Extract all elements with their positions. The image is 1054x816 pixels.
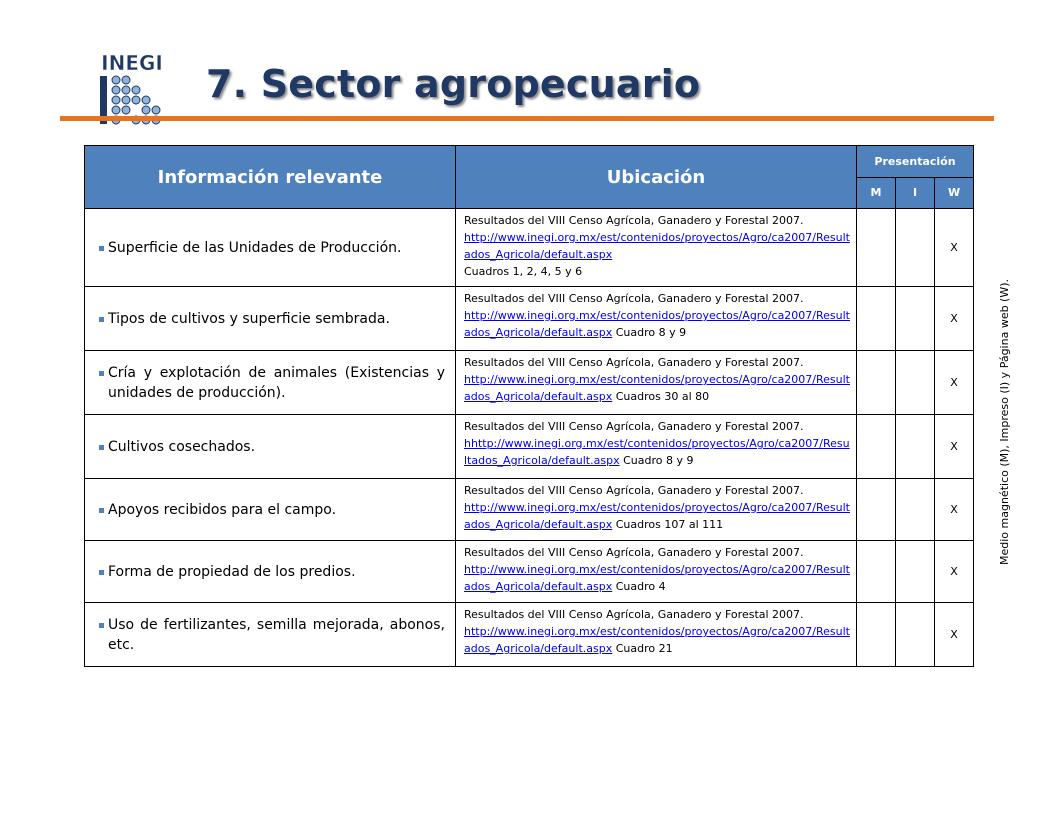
mark-i: [896, 351, 935, 415]
source-link[interactable]: http://www.inegi.org.mx/est/contenidos/proyectos/Agro/ca2007/Resultados_Agricola/default.aspx: [464, 373, 850, 403]
col-header-m: M: [857, 177, 896, 209]
location-cell: [456, 415, 857, 479]
info-text: Superficie de las Unidades de Producción.: [108, 239, 402, 256]
mark-i: [896, 541, 935, 603]
info-text: Forma de propiedad de los predios.: [108, 563, 356, 580]
source-text: Resultados del VIII Censo Agrícola, Ganadero y Forestal 2007.: [464, 214, 804, 227]
mark-w: X: [935, 351, 974, 415]
bullet-icon: [99, 445, 104, 450]
mark-m: [857, 351, 896, 415]
inegi-logo: [96, 50, 168, 126]
table-row: [85, 209, 974, 287]
mark-m: [857, 415, 896, 479]
source-link[interactable]: http://www.inegi.org.mx/est/contenidos/proyectos/Agro/ca2007/Resultados_Agricola/default.aspx: [464, 563, 850, 593]
col-header-i: I: [896, 177, 935, 209]
bullet-icon: [99, 317, 104, 322]
source-text: Resultados del VIII Censo Agrícola, Ganadero y Forestal 2007.: [464, 484, 804, 497]
mark-m: [857, 603, 896, 667]
col-header-location: Ubicación: [456, 146, 857, 209]
location-cell: [456, 603, 857, 667]
table-row: [85, 603, 974, 667]
mark-w: X: [935, 541, 974, 603]
bullet-icon: [99, 623, 104, 628]
location-cell: [456, 351, 857, 415]
mark-m: [857, 479, 896, 541]
info-cell: [85, 351, 456, 415]
mark-i: [896, 415, 935, 479]
mark-m: [857, 209, 896, 287]
location-cell: [456, 287, 857, 351]
page-title: 7. Sector agropecuario: [206, 62, 701, 106]
mark-i: [896, 287, 935, 351]
source-link[interactable]: http://www.inegi.org.mx/est/contenidos/proyectos/Agro/ca2007/Resultados_Agricola/default.aspx: [464, 501, 850, 531]
info-cell: [85, 209, 456, 287]
bullet-icon: [99, 371, 104, 376]
table-row: [85, 541, 974, 603]
mark-w: X: [935, 287, 974, 351]
table-row: [85, 287, 974, 351]
info-text: Cría y explotación de animales (Existencias y unidades de producción).: [108, 364, 445, 401]
cuadros-text: Cuadros 1, 2, 4, 5 y 6: [464, 265, 583, 278]
source-link[interactable]: http://www.inegi.org.mx/est/contenidos/proyectos/Agro/ca2007/Resultados_Agricola/default.aspx: [464, 231, 850, 261]
source-text: Resultados del VIII Censo Agrícola, Ganadero y Forestal 2007.: [464, 608, 804, 621]
cuadros-text: Cuadros 107 al 111: [615, 518, 724, 531]
location-cell: [456, 209, 857, 287]
info-table: [84, 145, 974, 667]
cuadros-text: Cuadro 21: [615, 642, 673, 655]
bullet-icon: [99, 570, 104, 575]
presentation-legend: Medio magnético (M), Impreso (I) y Página web (W).: [998, 278, 1011, 565]
source-link[interactable]: http://www.inegi.org.mx/est/contenidos/proyectos/Agro/ca2007/Resultados_Agricola/default.aspx: [464, 309, 850, 339]
info-text: Cultivos cosechados.: [108, 438, 256, 455]
info-text: Apoyos recibidos para el campo.: [108, 501, 337, 518]
cuadros-text: Cuadro 4: [615, 580, 666, 593]
location-cell: [456, 541, 857, 603]
svg-text:INEGI: INEGI: [101, 51, 163, 75]
col-header-info: Información relevante: [85, 146, 456, 209]
cuadros-text: Cuadro 8 y 9: [615, 326, 687, 339]
col-header-presentation: Presentación: [857, 146, 974, 178]
table-row: [85, 351, 974, 415]
table-row: [85, 479, 974, 541]
mark-i: [896, 209, 935, 287]
mark-w: X: [935, 415, 974, 479]
mark-w: X: [935, 209, 974, 287]
mark-m: [857, 287, 896, 351]
table-row: [85, 415, 974, 479]
cuadros-text: Cuadros 30 al 80: [615, 390, 710, 403]
source-text: Resultados del VIII Censo Agrícola, Ganadero y Forestal 2007.: [464, 420, 804, 433]
mark-i: [896, 603, 935, 667]
location-cell: [456, 479, 857, 541]
info-cell: [85, 603, 456, 667]
mark-w: X: [935, 479, 974, 541]
info-cell: [85, 541, 456, 603]
title-underline: [60, 116, 994, 121]
mark-m: [857, 541, 896, 603]
source-text: Resultados del VIII Censo Agrícola, Ganadero y Forestal 2007.: [464, 292, 804, 305]
source-text: Resultados del VIII Censo Agrícola, Ganadero y Forestal 2007.: [464, 546, 804, 559]
mark-i: [896, 479, 935, 541]
source-text: Resultados del VIII Censo Agrícola, Ganadero y Forestal 2007.: [464, 356, 804, 369]
info-text: Tipos de cultivos y superficie sembrada.: [108, 310, 390, 327]
info-cell: [85, 415, 456, 479]
bullet-icon: [99, 508, 104, 513]
bullet-icon: [99, 246, 104, 251]
info-cell: [85, 479, 456, 541]
info-cell: [85, 287, 456, 351]
cuadros-text: Cuadro 8 y 9: [623, 454, 694, 467]
mark-w: X: [935, 603, 974, 667]
source-link[interactable]: http://www.inegi.org.mx/est/contenidos/proyectos/Agro/ca2007/Resultados_Agricola/default.aspx: [464, 625, 850, 655]
source-link[interactable]: hhttp://www.inegi.org.mx/est/contenidos/proyectos/Agro/ca2007/Resultados_Agricola/default.aspx: [464, 437, 850, 467]
col-header-w: W: [935, 177, 974, 209]
info-text: Uso de fertilizantes, semilla mejorada, abonos, etc.: [108, 616, 445, 653]
